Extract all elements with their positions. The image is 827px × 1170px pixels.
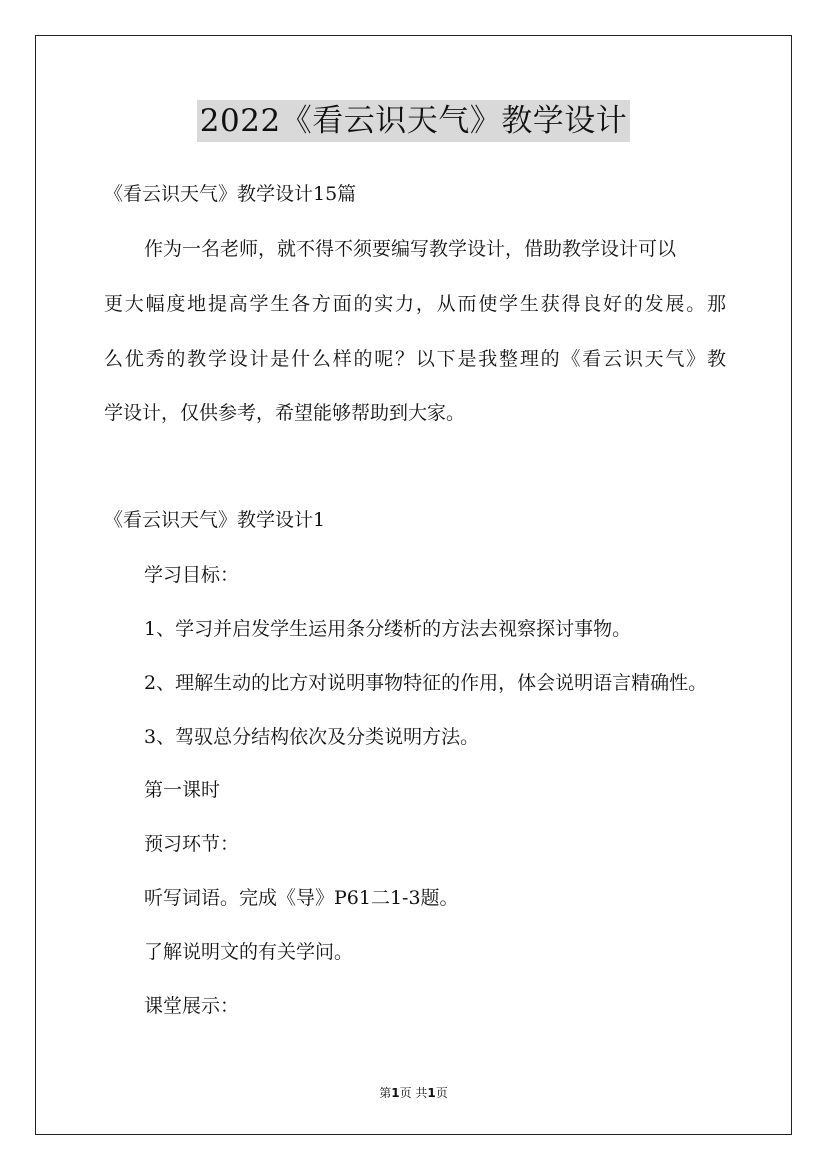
intro-line-4: 学设计，仅供参考，希望能够帮助到大家。 [104, 402, 466, 424]
footer-suffix: 页 [435, 1086, 448, 1100]
body-line: 学习目标： [144, 564, 240, 586]
intro-line-2: 更大幅度地提高学生各方面的实力，从而使学生获得良好的发展。那 [104, 293, 726, 315]
footer-mid: 页 共 [399, 1086, 428, 1100]
body-line: 听写词语。完成《导》P61二1-3题。 [144, 887, 459, 909]
body-line: 第一课时 [144, 779, 221, 801]
body-line: 2、理解生动的比方对说明事物特征的作用，体会说明语言精确性。 [144, 672, 708, 694]
footer-page-number: 1 [391, 1086, 400, 1100]
footer-total-pages: 1 [427, 1086, 436, 1100]
intro-line-1: 作为一名老师，就不得不须要编写教学设计，借助教学设计可以 [144, 238, 677, 260]
footer-prefix: 第 [379, 1086, 392, 1100]
section-title: 《看云识天气》教学设计1 [104, 509, 326, 531]
intro-line-3: 么优秀的教学设计是什么样的呢？以下是我整理的《看云识天气》教 [104, 348, 726, 370]
body-line: 预习环节： [144, 833, 240, 855]
body-line: 3、驾驭总分结构依次及分类说明方法。 [144, 726, 480, 748]
body-line: 1、学习并启发学生运用条分缕析的方法去视察探讨事物。 [144, 618, 632, 640]
body-line: 了解说明文的有关学问。 [144, 941, 354, 963]
page-footer [0, 1084, 827, 1101]
subtitle: 《看云识天气》教学设计15篇 [104, 183, 357, 205]
title-container [0, 100, 827, 142]
body-line: 课堂展示： [144, 995, 240, 1017]
document-title: 2022《看云识天气》教学设计 [197, 100, 630, 142]
